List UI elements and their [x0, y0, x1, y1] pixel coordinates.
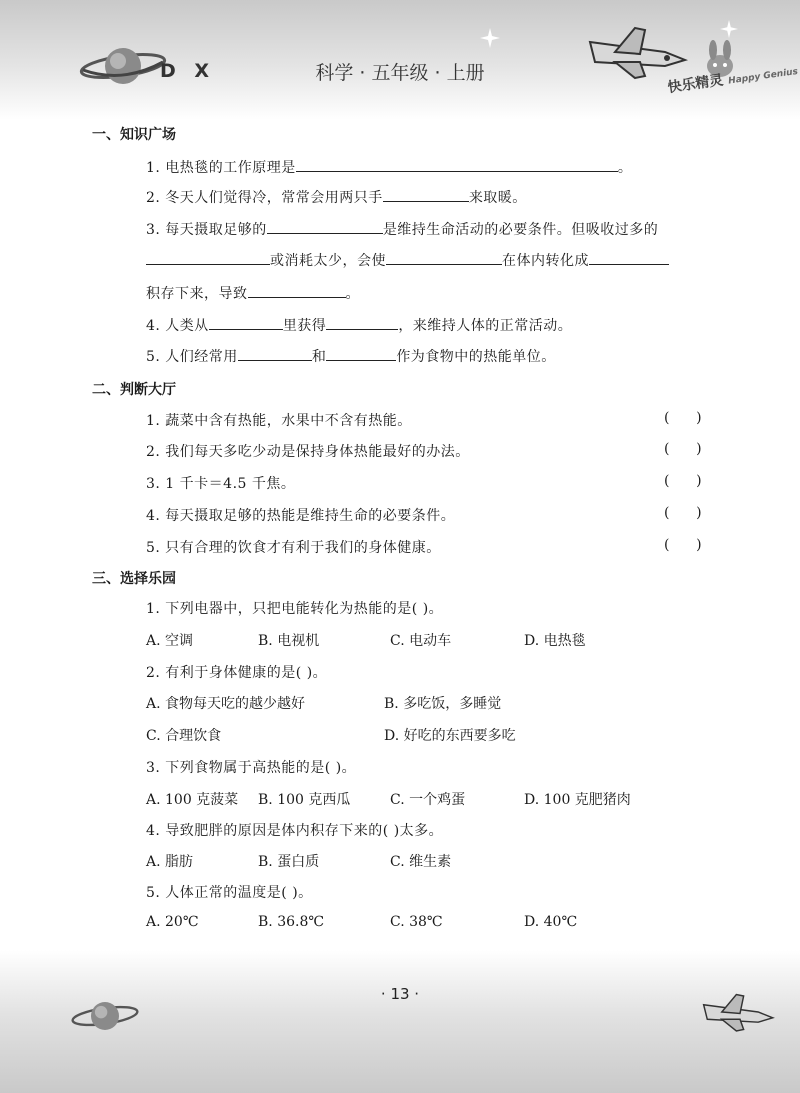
choice-option[interactable]: C. 合理饮食 [146, 728, 222, 744]
choice-option[interactable]: B. 电视机 [258, 633, 320, 649]
answer-blank[interactable] [326, 346, 396, 361]
choice-option[interactable]: A. 20℃ [146, 914, 199, 930]
question-text: 作为食物中的热能单位。 [396, 349, 556, 365]
judge-question-4: 4. 每天摄取足够的热能是维持生命的必要条件。 [146, 508, 456, 524]
logo-title: 快乐精灵 [666, 72, 725, 97]
choice-option[interactable]: B. 多吃饭，多睡觉 [384, 696, 502, 712]
question-text: 。 [345, 286, 360, 302]
choice-option[interactable]: D. 好吃的东西要多吃 [384, 728, 516, 744]
choice-question-5: 5. 人体正常的温度是( )。 [146, 885, 313, 901]
space-shuttle-icon [585, 22, 695, 82]
choice-option[interactable]: C. 电动车 [390, 633, 452, 649]
fill-question-5 [146, 346, 556, 366]
answer-blank[interactable] [386, 250, 502, 265]
question-text: 4. 人类从 [146, 318, 209, 334]
logo-subtitle: Happy Genius [727, 66, 799, 87]
header-brand: D X [160, 60, 216, 82]
choice-option[interactable]: A. 100 克菠菜 [146, 792, 239, 808]
choice-option[interactable]: B. 36.8℃ [258, 914, 325, 930]
answer-blank[interactable] [296, 157, 618, 172]
question-text: 是维持生命活动的必要条件。但吸收过多的 [382, 222, 659, 238]
choice-option[interactable]: A. 脂肪 [146, 854, 194, 870]
answer-blank[interactable] [326, 315, 398, 330]
section-title-choice: 三、选择乐园 [92, 571, 176, 587]
judge-question-1: 1. 蔬菜中含有热能，水果中不含有热能。 [146, 413, 412, 429]
choice-option[interactable]: D. 40℃ [524, 914, 578, 930]
question-text: 2. 冬天人们觉得冷，常常会用两只手 [146, 190, 383, 206]
choice-option[interactable]: B. 100 克西瓜 [258, 792, 351, 808]
question-text: 来取暖。 [468, 190, 527, 206]
choice-option[interactable]: D. 电热毯 [524, 633, 586, 649]
choice-question-3: 3. 下列食物属于高热能的是( )。 [146, 760, 357, 776]
question-text: 和 [311, 349, 327, 365]
fill-question-4 [146, 315, 572, 335]
answer-blank[interactable] [146, 250, 270, 265]
judge-answer-box[interactable]: ( ) [664, 441, 702, 457]
choice-question-4: 4. 导致肥胖的原因是体内积存下来的( )太多。 [146, 823, 444, 839]
fill-question-2 [146, 187, 527, 207]
fill-question-3 [146, 219, 658, 239]
question-text: 1. 电热毯的工作原理是 [146, 160, 296, 176]
choice-option[interactable]: B. 蛋白质 [258, 854, 320, 870]
sparkle-icon [720, 20, 738, 38]
question-text: 里获得 [282, 318, 327, 334]
question-text: 或消耗太少，会使 [270, 253, 386, 269]
question-text: 在体内转化成 [502, 253, 589, 269]
planet-icon [70, 995, 140, 1037]
judge-answer-box[interactable]: ( ) [664, 473, 702, 489]
fill-question-3-line-3 [146, 283, 360, 303]
page-header-title: 科学 · 五年级 · 上册 [315, 62, 485, 84]
question-text: 。 [617, 160, 633, 176]
judge-question-2: 2. 我们每天多吃少动是保持身体热能最好的办法。 [146, 444, 470, 460]
choice-option[interactable]: C. 一个鸡蛋 [390, 792, 466, 808]
section-title-judgement: 二、判断大厅 [92, 382, 176, 398]
judge-question-5: 5. 只有合理的饮食才有利于我们的身体健康。 [146, 540, 441, 556]
judge-answer-box[interactable]: ( ) [664, 505, 702, 521]
answer-blank[interactable] [589, 250, 669, 265]
answer-blank[interactable] [383, 187, 469, 202]
choice-option[interactable]: A. 空调 [146, 633, 194, 649]
question-text: 3. 每天摄取足够的 [146, 222, 267, 238]
choice-question-2: 2. 有利于身体健康的是( )。 [146, 665, 328, 681]
fill-question-3-line-2 [146, 250, 669, 270]
question-text: 5. 人们经常用 [146, 349, 238, 365]
space-shuttle-icon [700, 990, 780, 1034]
answer-blank[interactable] [238, 346, 312, 361]
page-number: · 13 · [380, 985, 420, 1003]
fill-question-1 [146, 157, 632, 177]
choice-option[interactable]: D. 100 克肥猪肉 [524, 792, 631, 808]
answer-blank[interactable] [209, 315, 283, 330]
question-text: 积存下来，导致 [146, 286, 248, 302]
choice-option[interactable]: C. 维生素 [390, 854, 452, 870]
choice-option[interactable]: C. 38℃ [390, 914, 443, 930]
sparkle-icon [480, 28, 500, 48]
choice-option[interactable]: A. 食物每天吃的越少越好 [146, 696, 306, 712]
question-text: ，来维持人体的正常活动。 [398, 318, 573, 334]
answer-blank[interactable] [267, 219, 383, 234]
judge-question-3: 3. 1 千卡＝4.5 千焦。 [146, 476, 296, 492]
section-title-knowledge: 一、知识广场 [92, 127, 176, 143]
judge-answer-box[interactable]: ( ) [664, 537, 702, 553]
judge-answer-box[interactable]: ( ) [664, 410, 702, 426]
answer-blank[interactable] [248, 283, 346, 298]
choice-question-1: 1. 下列电器中，只把电能转化为热能的是( )。 [146, 601, 444, 617]
